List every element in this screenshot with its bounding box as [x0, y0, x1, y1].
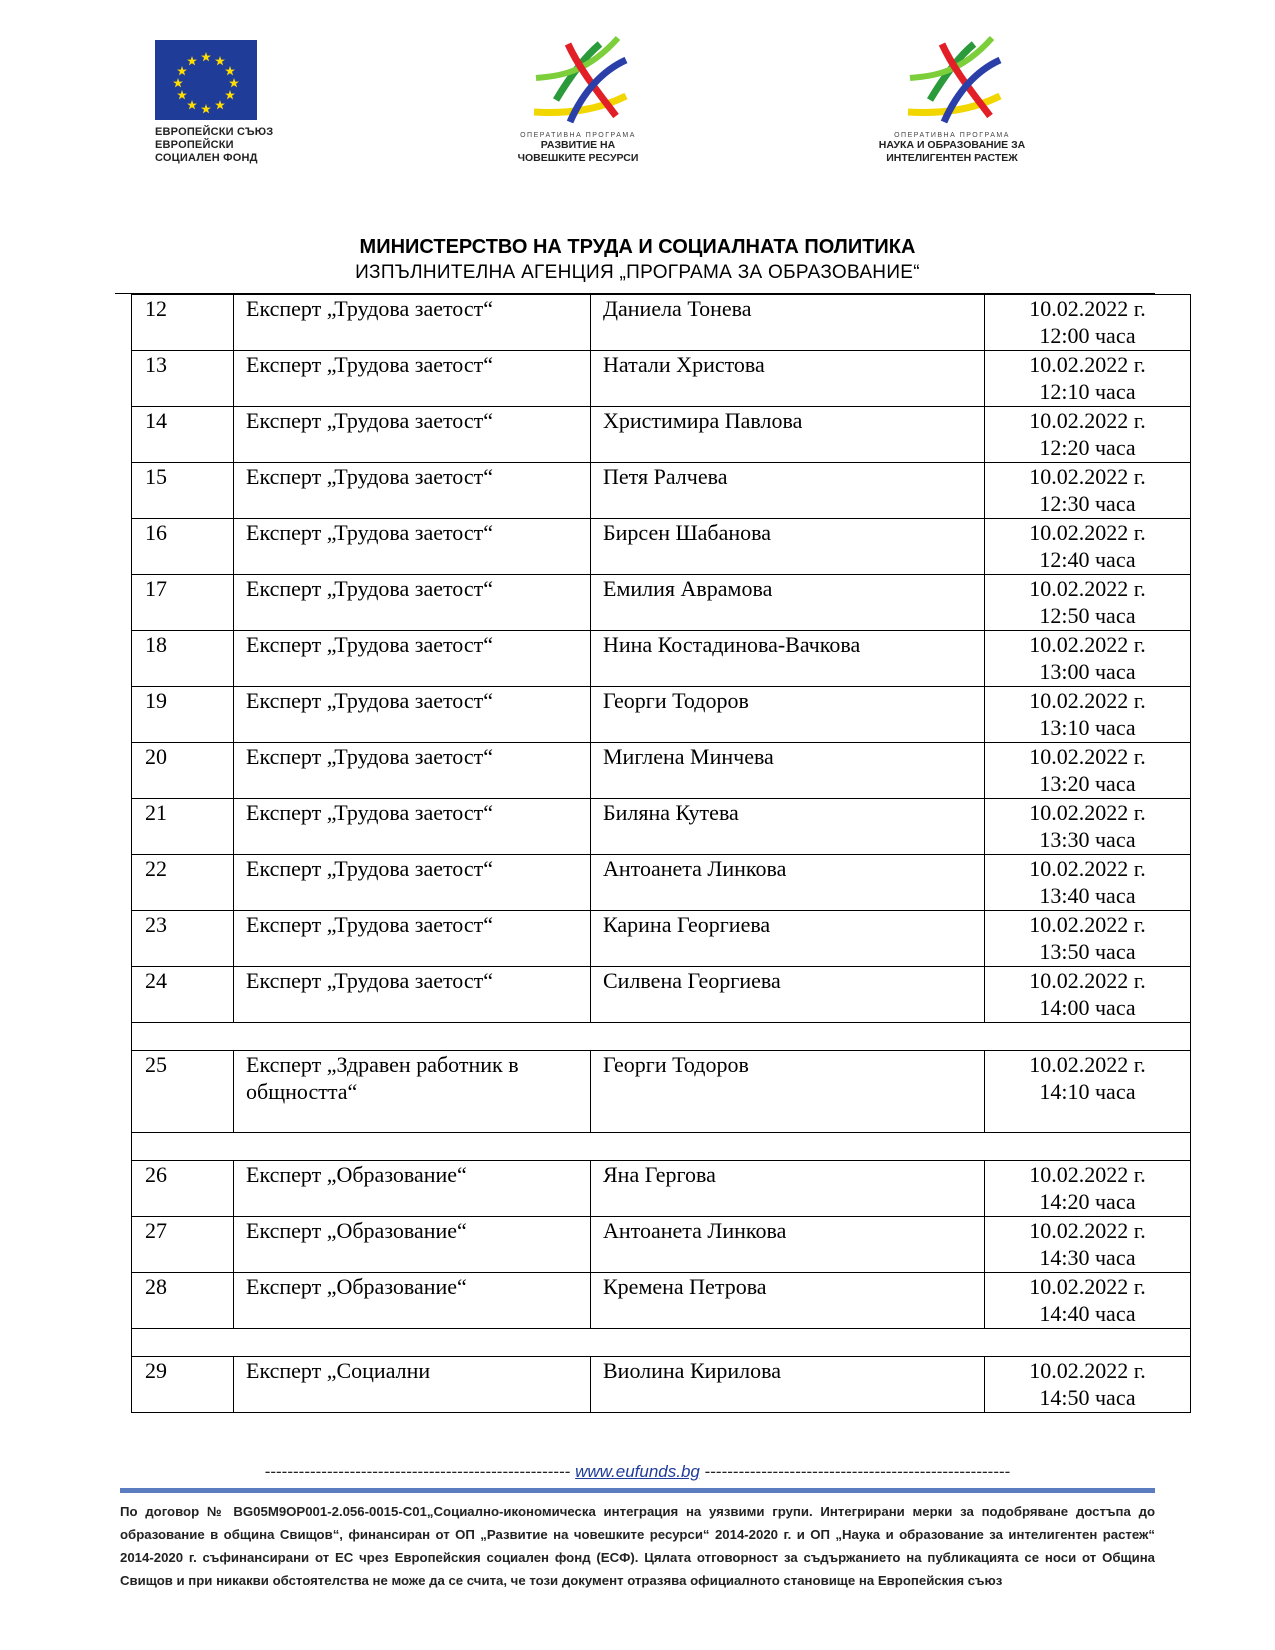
section-separator-row: [132, 1329, 1191, 1357]
interview-date: 10.02.2022 г.: [1029, 520, 1146, 545]
interview-time: 14:50 часа: [1039, 1385, 1136, 1410]
interview-date: 10.02.2022 г.: [1029, 688, 1146, 713]
table-row: [132, 575, 1191, 631]
interview-date: 10.02.2022 г.: [1029, 1274, 1146, 1299]
interview-time: 12:30 часа: [1039, 491, 1136, 516]
position-cell: Експерт „Образование“: [234, 1273, 591, 1329]
interview-time: 14:40 часа: [1039, 1301, 1136, 1326]
interview-time: 12:10 часа: [1039, 379, 1136, 404]
ministry-title: МИНИСТЕРСТВО НА ТРУДА И СОЦИАЛНАТА ПОЛИТИКА: [359, 236, 916, 258]
schedule-table: [131, 294, 1191, 1413]
interview-datetime: [985, 295, 1191, 351]
candidate-name: Кремена Петрова: [591, 1273, 985, 1329]
footer-divider: [120, 1488, 1155, 1493]
interview-date: 10.02.2022 г.: [1029, 856, 1146, 881]
interview-datetime: [985, 1051, 1191, 1133]
row-number: 23: [132, 911, 234, 967]
eu-logo-text-2: ЕВРОПЕЙСКИ: [155, 139, 234, 151]
interview-date: 10.02.2022 г.: [1029, 632, 1146, 657]
position-cell: Експерт „Трудова заетост“: [234, 687, 591, 743]
separator-cell: [132, 1023, 1191, 1051]
interview-datetime: [985, 1161, 1191, 1217]
dashes-right: ------------------------------------------------------: [704, 1462, 1011, 1481]
candidate-name: Георги Тодоров: [591, 687, 985, 743]
section-separator-row: [132, 1023, 1191, 1051]
interview-datetime: [985, 1273, 1191, 1329]
interview-datetime: [985, 575, 1191, 631]
interview-datetime: [985, 743, 1191, 799]
interview-time: 13:20 часа: [1039, 771, 1136, 796]
table-row: [132, 351, 1191, 407]
op-hrd-mark-icon: [508, 30, 648, 130]
position-cell: Експерт „Образование“: [234, 1161, 591, 1217]
eu-logo-text-1: ЕВРОПЕЙСКИ СЪЮЗ: [155, 126, 274, 138]
interview-date: 10.02.2022 г.: [1029, 576, 1146, 601]
position-cell: Експерт „Трудова заетост“: [234, 911, 591, 967]
position-cell: Експерт „Трудова заетост“: [234, 855, 591, 911]
interview-date: 10.02.2022 г.: [1029, 912, 1146, 937]
interview-date: 10.02.2022 г.: [1029, 1162, 1146, 1187]
position-cell: Експерт „Трудова заетост“: [234, 967, 591, 1023]
position-cell: Експерт „Социални: [234, 1357, 591, 1413]
interview-datetime: [985, 911, 1191, 967]
eu-esf-logo: [155, 40, 275, 165]
candidate-name: Карина Георгиева: [591, 911, 985, 967]
candidate-name: Георги Тодоров: [591, 1051, 985, 1133]
interview-time: 13:40 часа: [1039, 883, 1136, 908]
interview-time: 12:20 часа: [1039, 435, 1136, 460]
interview-time: 14:30 часа: [1039, 1245, 1136, 1270]
row-number: 15: [132, 463, 234, 519]
interview-datetime: [985, 855, 1191, 911]
interview-datetime: [985, 799, 1191, 855]
eu-logo-text-3: СОЦИАЛЕН ФОНД: [155, 152, 258, 164]
row-number: 22: [132, 855, 234, 911]
candidate-name: Антоанета Линкова: [591, 855, 985, 911]
interview-date: 10.02.2022 г.: [1029, 408, 1146, 433]
row-number: 13: [132, 351, 234, 407]
table-row: [132, 463, 1191, 519]
table-row: [132, 967, 1191, 1023]
op-sesg-logo: [862, 30, 1042, 165]
interview-time: 12:40 часа: [1039, 547, 1136, 572]
op-sesg-small-text: ОПЕРАТИВНА ПРОГРАМА: [894, 132, 1010, 139]
website-link[interactable]: www.eufunds.bg: [575, 1462, 700, 1481]
interview-datetime: [985, 967, 1191, 1023]
candidate-name: Даниела Тонева: [591, 295, 985, 351]
table-row: [132, 687, 1191, 743]
candidate-name: Христимира Павлова: [591, 407, 985, 463]
candidate-name: Яна Гергова: [591, 1161, 985, 1217]
table-row: [132, 855, 1191, 911]
interview-time: 13:10 часа: [1039, 715, 1136, 740]
position-cell: Експерт „Трудова заетост“: [234, 743, 591, 799]
interview-datetime: [985, 519, 1191, 575]
op-sesg-mark-icon: [882, 30, 1022, 130]
interview-datetime: [985, 1357, 1191, 1413]
funding-disclaimer: По договор № BG05M9OP001-2.056-0015-C01„Социално-икономическа интеграция на уязвими групи. Интегрирани мерки за подобряване достъпа до образование в община Свищов“, финансиран от ОП „Развитие на човешките ресурси“ 2014-2020 г. и ОП „Наука и образование за интелигентен растеж“ 2014-2020 г. съфинансирани от ЕС чрез Европейския социален фонд (ЕСФ). Цялата отговорност за съдържанието на публикацията се носи от Община Свищов и при никакви обстоятелства не може да се счита, че този документ отразява официалното становище на Европейския съюз: [120, 1504, 1155, 1588]
interview-time: 13:50 часа: [1039, 939, 1136, 964]
separator-cell: [132, 1329, 1191, 1357]
table-row: [132, 799, 1191, 855]
row-number: 24: [132, 967, 234, 1023]
table-row: [132, 631, 1191, 687]
position-cell: Експерт „Трудова заетост“: [234, 351, 591, 407]
interview-time: 14:00 часа: [1039, 995, 1136, 1020]
position-cell: Експерт „Здравен работник в общността“: [234, 1051, 591, 1133]
interview-date: 10.02.2022 г.: [1029, 968, 1146, 993]
position-cell: Експерт „Трудова заетост“: [234, 799, 591, 855]
table-row: [132, 1161, 1191, 1217]
row-number: 12: [132, 295, 234, 351]
table-row: [132, 1217, 1191, 1273]
row-number: 18: [132, 631, 234, 687]
interview-datetime: [985, 407, 1191, 463]
interview-date: 10.02.2022 г.: [1029, 1052, 1146, 1077]
candidate-name: Емилия Аврамова: [591, 575, 985, 631]
interview-datetime: [985, 351, 1191, 407]
op-sesg-name-1: НАУКА И ОБРАЗОВАНИЕ ЗА: [878, 139, 1026, 151]
interview-date: 10.02.2022 г.: [1029, 352, 1146, 377]
section-separator-row: [132, 1133, 1191, 1161]
candidate-name: Виолина Кирилова: [591, 1357, 985, 1413]
row-number: 14: [132, 407, 234, 463]
interview-datetime: [985, 687, 1191, 743]
op-hrd-small-text: ОПЕРАТИВНА ПРОГРАМА: [520, 132, 636, 139]
row-number: 29: [132, 1357, 234, 1413]
row-number: 19: [132, 687, 234, 743]
op-sesg-name-2: ИНТЕЛИГЕНТЕН РАСТЕЖ: [886, 152, 1018, 164]
position-cell: Експерт „Трудова заетост“: [234, 631, 591, 687]
dashes-left: ------------------------------------------------------: [264, 1462, 571, 1481]
interview-datetime: [985, 631, 1191, 687]
candidate-name: Петя Ралчева: [591, 463, 985, 519]
interview-date: 10.02.2022 г.: [1029, 1358, 1146, 1383]
interview-date: 10.02.2022 г.: [1029, 1218, 1146, 1243]
position-cell: Експерт „Трудова заетост“: [234, 575, 591, 631]
table-row: [132, 1051, 1191, 1133]
row-number: 26: [132, 1161, 234, 1217]
op-hrd-logo: [478, 30, 678, 165]
table-row: [132, 295, 1191, 351]
candidate-name: Бирсен Шабанова: [591, 519, 985, 575]
position-cell: Експерт „Трудова заетост“: [234, 295, 591, 351]
interview-datetime: [985, 1217, 1191, 1273]
table-row: [132, 1273, 1191, 1329]
table-row: [132, 911, 1191, 967]
position-cell: Експерт „Трудова заетост“: [234, 463, 591, 519]
table-row: [132, 519, 1191, 575]
row-number: 17: [132, 575, 234, 631]
interview-date: 10.02.2022 г.: [1029, 800, 1146, 825]
table-row: [132, 407, 1191, 463]
row-number: 21: [132, 799, 234, 855]
row-number: 16: [132, 519, 234, 575]
table-row: [132, 1357, 1191, 1413]
candidate-name: Биляна Кутева: [591, 799, 985, 855]
candidate-name: Натали Христова: [591, 351, 985, 407]
separator-cell: [132, 1133, 1191, 1161]
op-hrd-name-1: РАЗВИТИЕ НА: [540, 139, 616, 151]
candidate-name: Миглена Минчева: [591, 743, 985, 799]
eu-flag-icon: [155, 40, 257, 120]
interview-time: 14:20 часа: [1039, 1189, 1136, 1214]
row-number: 25: [132, 1051, 234, 1133]
position-cell: Експерт „Трудова заетост“: [234, 519, 591, 575]
row-number: 28: [132, 1273, 234, 1329]
candidate-name: Нина Костадинова-Вачкова: [591, 631, 985, 687]
interview-datetime: [985, 463, 1191, 519]
row-number: 20: [132, 743, 234, 799]
agency-subtitle: ИЗПЪЛНИТЕЛНА АГЕНЦИЯ „ПРОГРАМА ЗА ОБРАЗОВАНИЕ“: [355, 262, 920, 283]
position-cell: Експерт „Трудова заетост“: [234, 407, 591, 463]
interview-date: 10.02.2022 г.: [1029, 464, 1146, 489]
op-hrd-name-2: ЧОВЕШКИТЕ РЕСУРСИ: [517, 152, 639, 164]
candidate-name: Силвена Георгиева: [591, 967, 985, 1023]
interview-time: 13:00 часа: [1039, 659, 1136, 684]
candidate-name: Антоанета Линкова: [591, 1217, 985, 1273]
position-cell: Експерт „Образование“: [234, 1217, 591, 1273]
interview-time: 14:10 часа: [1039, 1079, 1136, 1104]
interview-date: 10.02.2022 г.: [1029, 744, 1146, 769]
interview-time: 13:30 часа: [1039, 827, 1136, 852]
interview-date: 10.02.2022 г.: [1029, 296, 1146, 321]
interview-time: 12:00 часа: [1039, 323, 1136, 348]
website-line: [0, 1462, 1275, 1482]
row-number: 27: [132, 1217, 234, 1273]
table-row: [132, 743, 1191, 799]
interview-time: 12:50 часа: [1039, 603, 1136, 628]
